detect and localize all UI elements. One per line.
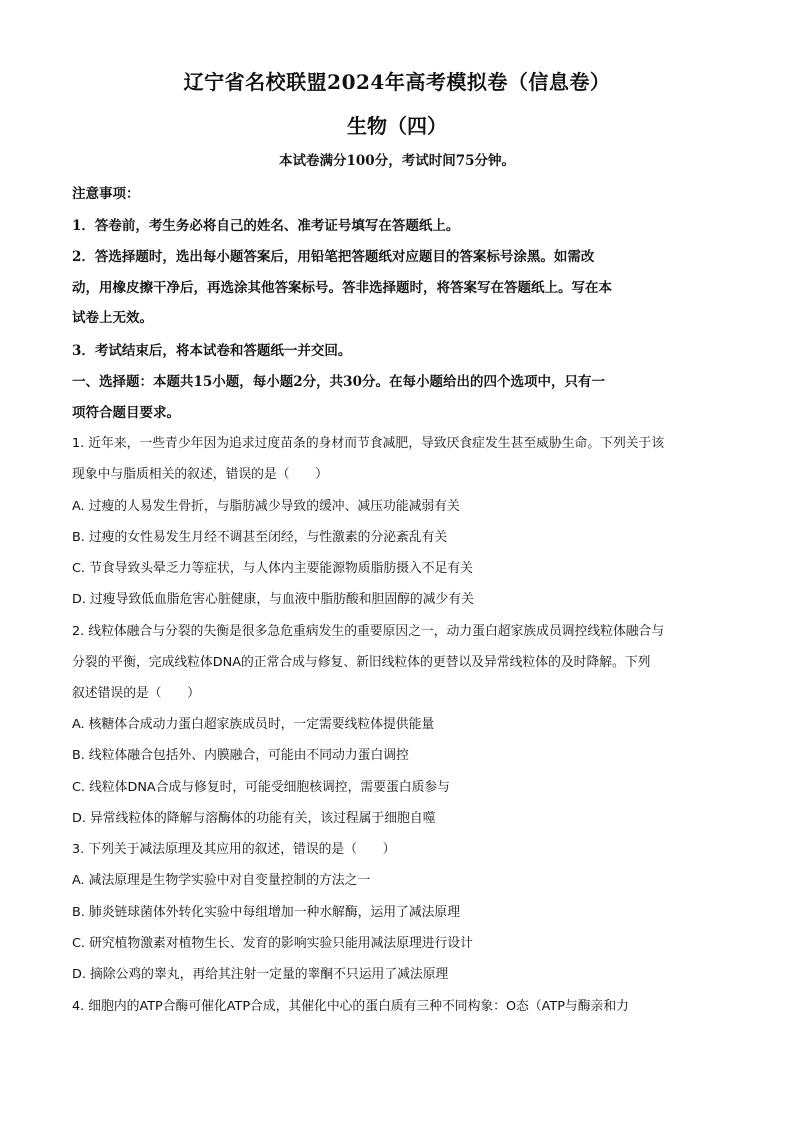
section-heading-line: 项符合题目要求。 xyxy=(72,405,180,421)
question-stem-line: 2. 线粒体融合与分裂的失衡是很多急危重病发生的重要原因之一，动力蛋白超家族成员调控线粒体融合与 xyxy=(72,624,665,639)
question-stem-line: 叙述错误的是（ ） xyxy=(72,686,200,701)
notes-line: 3．考试结束后，将本试卷和答题纸一并交回。 xyxy=(72,343,352,359)
answer-option: D. 摘除公鸡的睾丸，再给其注射一定量的睾酮不只运用了减法原理 xyxy=(72,967,449,982)
notes-line: 2．答选择题时，选出每小题答案后，用铅笔把答题纸对应题目的答案标号涂黑。如需改 xyxy=(72,249,595,265)
answer-option: B. 肺炎链球菌体外转化实验中每组增加一种水解酶，运用了减法原理 xyxy=(72,905,461,920)
answer-option: D. 异常线粒体的降解与溶酶体的功能有关，该过程属于细胞自噬 xyxy=(72,811,436,826)
question-stem-line: 分裂的平衡，完成线粒体DNA的正常合成与修复、新旧线粒体的更替以及异常线粒体的及时降解。下列 xyxy=(72,655,651,670)
question-stem-line: 1. 近年来，一些青少年因为追求过度苗条的身材而节食减肥，导致厌食症发生甚至威胁生命。下列关于该 xyxy=(72,436,665,451)
question-stem-line: 现象中与脂质相关的叙述，错误的是（ ） xyxy=(72,467,328,482)
answer-option: C. 节食导致头晕乏力等症状，与人体内主要能源物质脂肪摄入不足有关 xyxy=(72,561,473,576)
answer-option: A. 过瘦的人易发生骨折，与脂肪减少导致的缓冲、减压功能减弱有关 xyxy=(72,499,460,514)
notes-heading: 注意事项： xyxy=(72,186,140,202)
notes-line: 动，用橡皮擦干净后，再选涂其他答案标号。答非选择题时，将答案写在答题纸上。写在本 xyxy=(72,280,612,296)
answer-option: B. 过瘦的女性易发生月经不调甚至闭经，与性激素的分泌紊乱有关 xyxy=(72,530,448,545)
answer-option: C. 研究植物激素对植物生长、发育的影响实验只能用减法原理进行设计 xyxy=(72,936,473,951)
answer-option: A. 减法原理是生物学实验中对自变量控制的方法之一 xyxy=(72,873,371,888)
answer-option: B. 线粒体融合包括外、内膜融合，可能由不同动力蛋白调控 xyxy=(72,748,409,763)
exam-info: 本试卷满分100分，考试时间75分钟。 xyxy=(279,153,515,169)
section-heading-line: 一、选择题：本题共15小题，每小题2分，共30分。在每小题给出的四个选项中，只有一 xyxy=(72,374,605,390)
notes-line: 试卷上无效。 xyxy=(72,310,153,326)
exam-title: 辽宁省名校联盟2024年高考模拟卷（信息卷） xyxy=(183,70,611,94)
question-stem-line: 4. 细胞内的ATP合酶可催化ATP合成，其催化中心的蛋白质有三种不同构象：O态（ATP与酶亲和力 xyxy=(72,999,629,1014)
notes-line: 1．答卷前，考生务必将自己的姓名、准考证号填写在答题纸上。 xyxy=(72,218,460,234)
subject-title: 生物（四） xyxy=(347,114,447,138)
answer-option: D. 过瘦导致低血脂危害心脏健康，与血液中脂肪酸和胆固醇的减少有关 xyxy=(72,592,474,607)
answer-option: A. 核糖体合成动力蛋白超家族成员时，一定需要线粒体提供能量 xyxy=(72,717,435,732)
answer-option: C. 线粒体DNA合成与修复时，可能受细胞核调控，需要蛋白质参与 xyxy=(72,780,450,795)
question-stem-line: 3. 下列关于减法原理及其应用的叙述，错误的是（ ） xyxy=(72,842,396,857)
